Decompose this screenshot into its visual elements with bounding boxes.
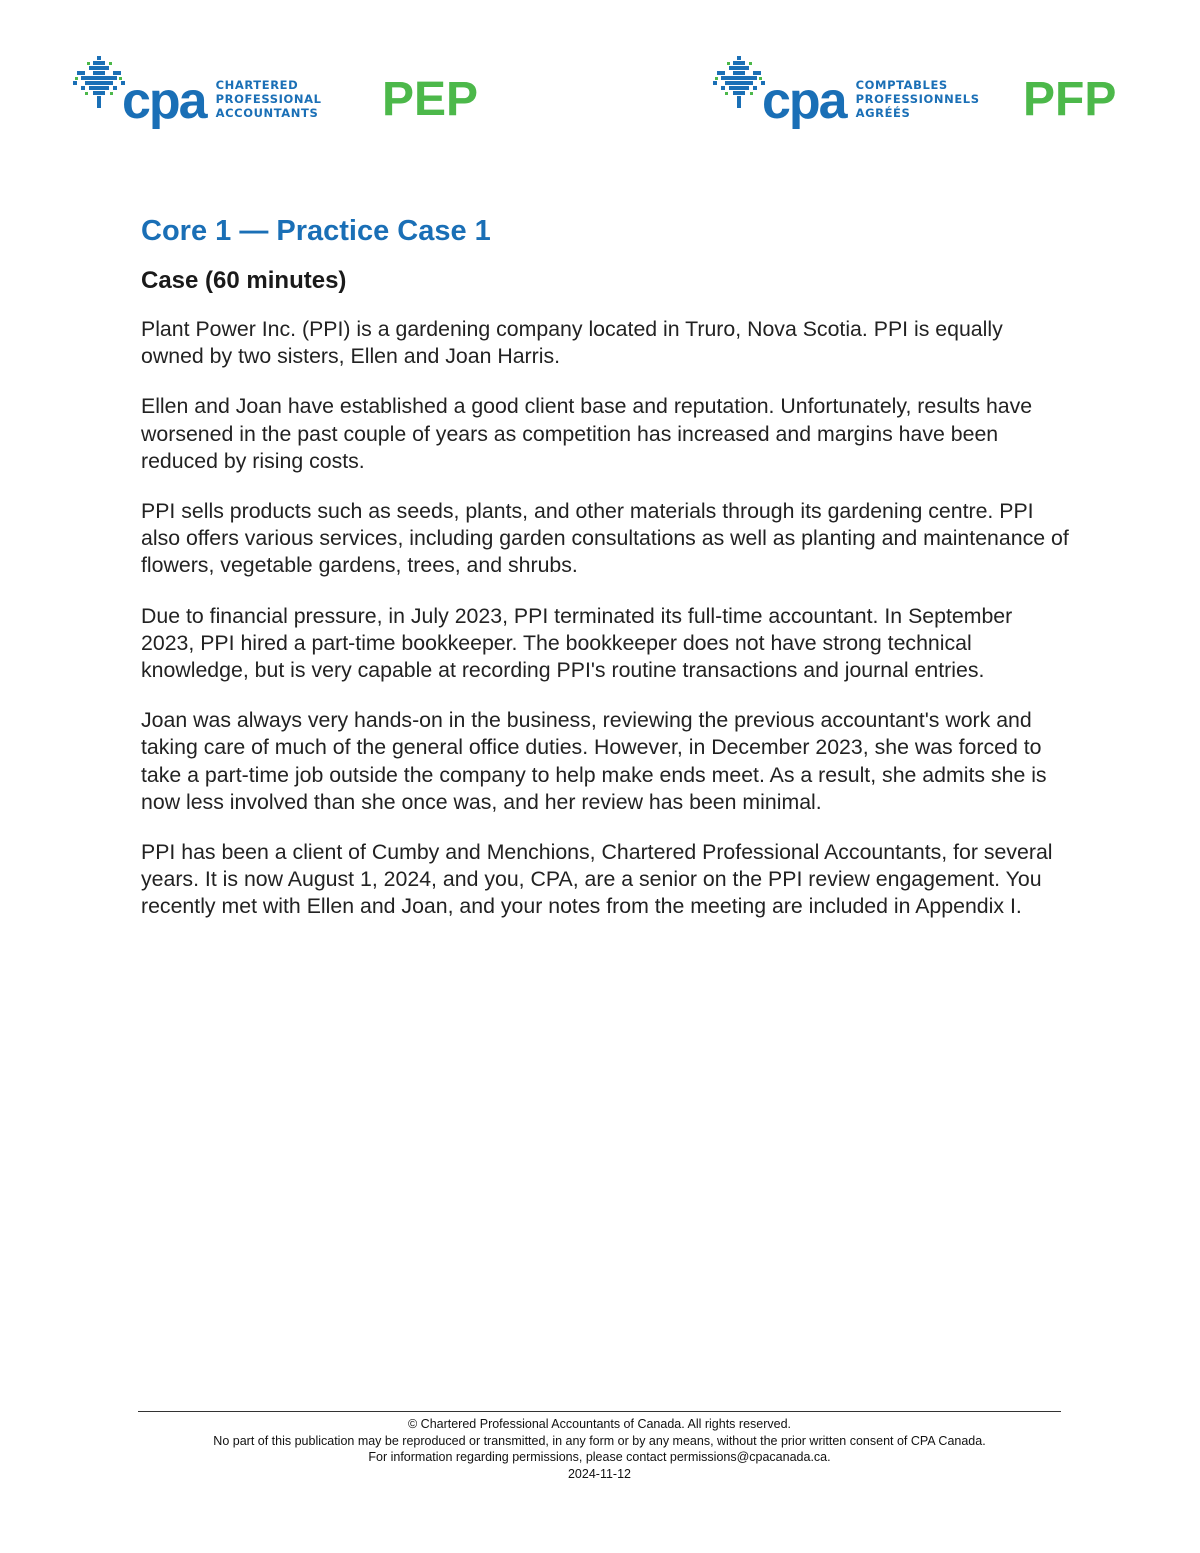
footer-date: 2024-11-12 <box>567 1466 631 1481</box>
footer-copyright: © Chartered Professional Accountants of Canada. All rights reserved. <box>407 1417 792 1431</box>
cpa-descriptor-line: PROFESSIONAL <box>215 92 322 106</box>
maple-leaf-icon <box>712 54 766 114</box>
footer-notice: No part of this publication may be reproduced or transmitted, in any form or by any means, without the prior written consent of CPA Canada. <box>213 1433 986 1448</box>
cpa-descriptor-line: ACCOUNTANTS <box>215 106 319 120</box>
footer-divider <box>138 1411 1061 1412</box>
footer <box>138 1416 1061 1482</box>
footer-permissions: For information regarding permissions, please contact permissions@cpacanada.ca. <box>368 1450 831 1464</box>
cpa-descriptor-line: PROFESSIONNELS <box>855 92 980 106</box>
paragraph: Plant Power Inc. (PPI) is a gardening company located in Truro, Nova Scotia. PPI is equally owned by two sisters, Ellen and Joan Harris. <box>141 317 1003 369</box>
case-heading: Case (60 minutes) <box>141 267 347 294</box>
paragraph: PPI has been a client of Cumby and Menchions, Chartered Professional Accountants, for several years. It is now August 1, 2024, and you, CPA, are a senior on the PPI review engagement. You recently met with Ellen and Joan, and your notes from the meeting are included in Appendix I. <box>141 840 1053 919</box>
paragraph: Joan was always very hands-on in the business, reviewing the previous accountant's work and taking care of much of the general office duties. However, in December 2023, she was forced to take a part-time job outside the company to help make ends meet. As a result, she admits she is now less involved than she once was, and her review has been minimal. <box>141 708 1047 814</box>
maple-leaf-icon <box>72 54 126 114</box>
paragraph: PPI sells products such as seeds, plants, and other materials through its gardening centre. PPI also offers various services, including garden consultations as well as planting and maintenance of flowers, vegetable gardens, trees, and shrubs. <box>141 499 1069 578</box>
cpa-descriptor-line: COMPTABLES <box>855 78 948 92</box>
cpa-descriptor <box>216 78 322 120</box>
program-acronym-pep: PEP <box>382 73 479 126</box>
document-body <box>141 212 1071 921</box>
cpa-descriptor-line: AGRÉÉS <box>855 106 911 120</box>
paragraph: Ellen and Joan have established a good client base and reputation. Unfortunately, results have worsened in the past couple of years as competition has increased and margins have been reduced by rising costs. <box>141 394 1033 473</box>
cpa-pfp-logo <box>712 52 1117 142</box>
paragraph: Due to financial pressure, in July 2023, PPI terminated its full-time accountant. In September 2023, PPI hired a part-time bookkeeper. The bookkeeper does not have strong technical knowledge, but is very capable at recording PPI's routine transactions and journal entries. <box>141 603 1013 683</box>
cpa-pep-logo <box>72 52 479 142</box>
cpa-descriptor <box>856 78 980 120</box>
program-acronym-pfp: PFP <box>1023 73 1117 126</box>
document-title: Core 1 — Practice Case 1 <box>141 215 491 247</box>
cpa-wordmark: cpa <box>762 72 846 130</box>
cpa-wordmark: cpa <box>122 72 206 130</box>
cpa-descriptor-line: CHARTERED <box>215 78 299 92</box>
